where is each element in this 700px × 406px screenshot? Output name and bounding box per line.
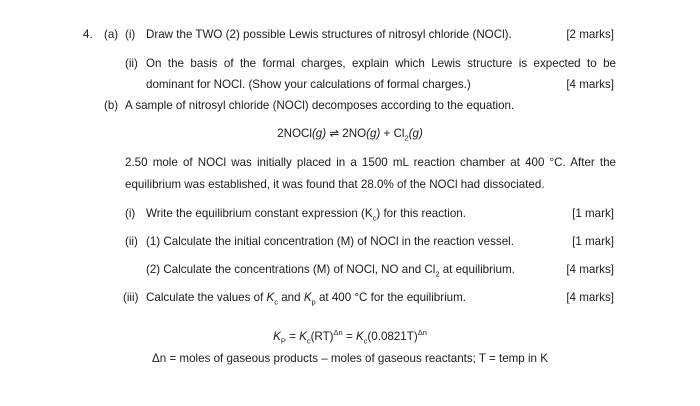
- delta-n-definition: Δn = moles of gaseous products – moles of gaseous reactants; T = temp in K: [152, 352, 548, 365]
- a-i-text: Draw the TWO (2) possible Lewis structures of nitrosyl chloride (NOCl).: [146, 28, 512, 41]
- b-iii-label: (iii): [123, 291, 139, 304]
- b-iii-text: [146, 290, 466, 305]
- b-iii-t2: and: [278, 291, 304, 304]
- b-para-line1: 2.50 mole of NOCl was initially placed in a 1500 mL reaction chamber at 400 °C. After the: [125, 156, 616, 169]
- eq-product2: Cl: [393, 127, 405, 140]
- part-a-label: (a): [104, 28, 119, 41]
- formula-sup1: Δn: [333, 328, 343, 338]
- eq-plus: +: [383, 127, 391, 140]
- b-ii-2-text-pre: (2) Calculate the concentrations (M) of NOCl, NO and Cl: [146, 263, 436, 276]
- formula-eq1: =: [285, 330, 300, 343]
- b-iii-marks: [4 marks]: [566, 291, 614, 304]
- eq-arrow: ⇌: [329, 127, 340, 140]
- kp-kc-formula: [0, 329, 700, 344]
- b-iii-t1: Calculate the values of: [146, 291, 267, 304]
- b-ii-2-marks: [4 marks]: [566, 263, 614, 276]
- b-ii-1-marks: [1 mark]: [572, 235, 614, 248]
- b-iii-t3: at 400 °C for the equilibrium.: [315, 291, 466, 304]
- eq-product2-state: (g): [408, 127, 423, 140]
- question-number: 4.: [83, 28, 93, 41]
- formula-kc2: K: [355, 330, 364, 343]
- eq-product2-sub: 2: [404, 133, 409, 143]
- a-i-label: (i): [125, 28, 136, 41]
- formula-rt: (RT): [310, 330, 334, 343]
- eq-reactant-state: (g): [311, 127, 327, 140]
- b-intro: A sample of nitrosyl chloride (NOCl) decomposes according to the equation.: [125, 99, 515, 112]
- eq-reactant: 2NOCl: [277, 127, 312, 140]
- b-i-marks: [1 mark]: [572, 207, 614, 220]
- b-i-text-post: ) for this reaction.: [376, 207, 466, 220]
- formula-kc2-sub: c: [363, 336, 368, 346]
- b-ii-1-text: (1) Calculate the initial concentration (M) of NOCl in the reaction vessel.: [146, 235, 514, 248]
- b-iii-kc-sub: c: [274, 297, 279, 307]
- reaction-equation: [0, 126, 700, 141]
- b-ii-label: (ii): [125, 235, 138, 248]
- a-ii-line2: dominant for NOCl. (Show your calculations of formal charges.): [146, 78, 471, 91]
- part-b-label: (b): [104, 99, 119, 112]
- eq-product1: 2NO: [342, 127, 367, 140]
- b-i-label: (i): [125, 207, 136, 220]
- formula-sup2: Δn: [417, 328, 427, 338]
- a-ii-label: (ii): [125, 57, 138, 70]
- b-i-text-sub: c: [372, 213, 377, 223]
- b-iii-kc: K: [266, 291, 275, 304]
- formula-kp-sub: P: [280, 336, 286, 346]
- formula-value: (0.0821T): [367, 330, 418, 343]
- formula-eq2: =: [342, 330, 356, 343]
- a-ii-marks: [4 marks]: [566, 78, 614, 91]
- formula-kc: K: [299, 330, 307, 343]
- b-iii-kp-sub: p: [311, 297, 316, 307]
- b-ii-2-sub: 2: [435, 269, 440, 279]
- b-ii-2-text: [146, 262, 515, 277]
- eq-product1-state: (g): [366, 127, 381, 140]
- b-iii-kp: K: [303, 291, 312, 304]
- b-para-line2: equilibrium was established, it was found that 28.0% of the NOCl had dissociated.: [125, 178, 545, 191]
- b-i-text-pre: Write the equilibrium constant expression (K: [146, 207, 373, 220]
- b-ii-2-text-post: at equilibrium.: [439, 263, 515, 276]
- a-ii-line1: On the basis of the formal charges, explain which Lewis structure is expected to be: [146, 57, 616, 70]
- formula-kp: K: [273, 330, 281, 343]
- formula-kc-sub: c: [306, 336, 311, 346]
- a-i-marks: [2 marks]: [566, 28, 614, 41]
- b-i-text: [146, 206, 466, 221]
